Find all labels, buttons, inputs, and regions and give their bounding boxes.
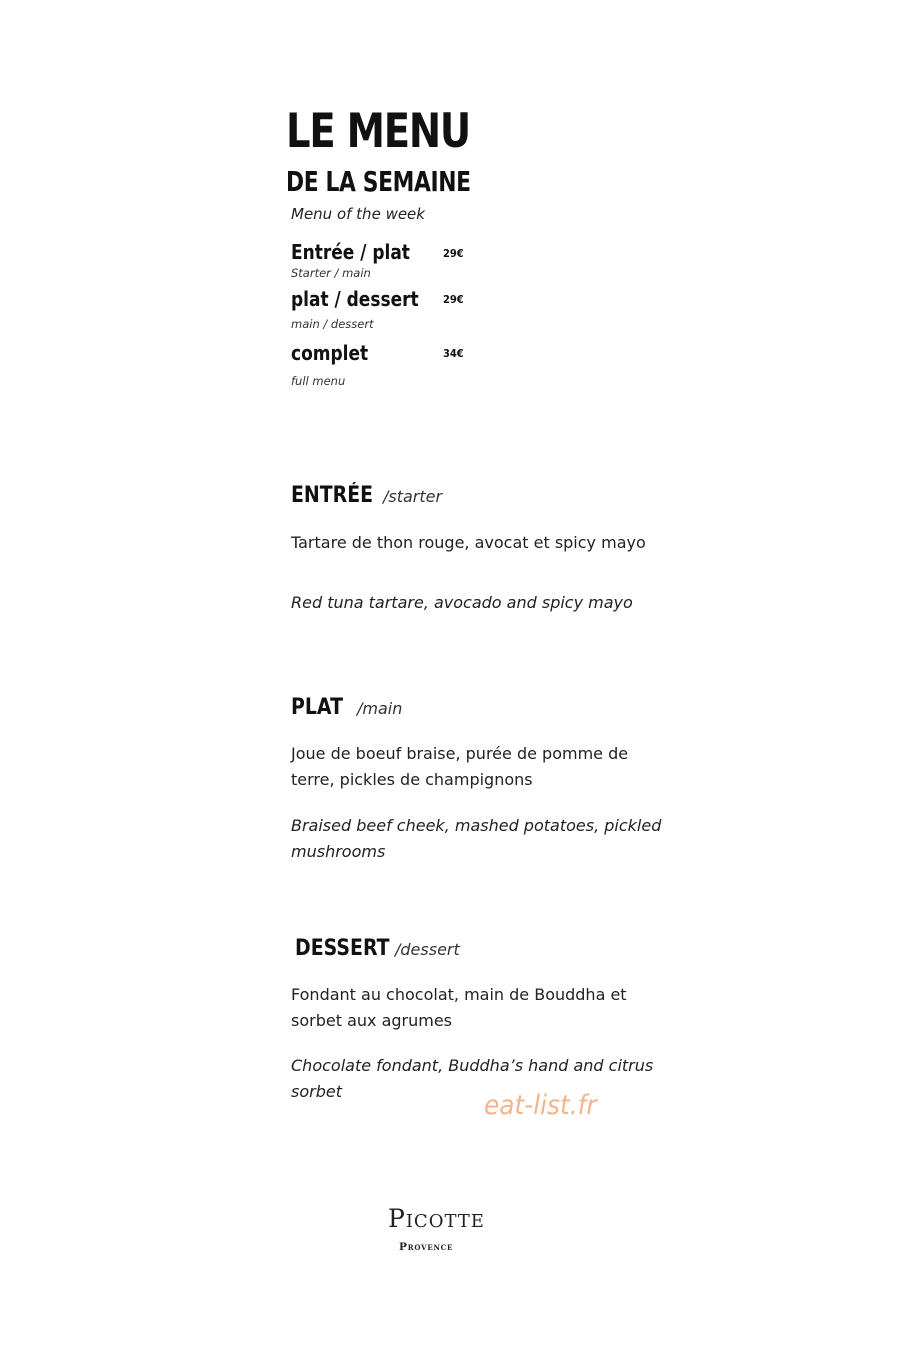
option-english-entree-plat: Starter / main [291, 266, 371, 280]
option-english-complet: full menu [291, 374, 346, 388]
option-english-plat-dessert: main / dessert [291, 317, 374, 331]
dish-description-fr-plat: Joue de boeuf braise, purée de pomme de terre, pickles de champignons [291, 744, 629, 789]
option-price-plat-dessert: 29€ [443, 293, 464, 306]
menu-subtitle-english: Menu of the week [291, 205, 425, 223]
menu-title: LE MENU [286, 104, 470, 159]
option-name-complet: complet [291, 341, 369, 365]
dish-description-en-dessert: Chocolate fondant, Buddha’s hand and citrus sorbet [291, 1056, 654, 1101]
restaurant-logo-region: Provence [399, 1241, 454, 1253]
option-price-entree-plat: 29€ [443, 247, 464, 260]
section-english-dessert: /dessert [395, 940, 460, 959]
option-price-complet: 34€ [443, 347, 464, 360]
section-title-dessert: DESSERT [295, 936, 390, 961]
option-name-entree-plat: Entrée / plat [291, 240, 410, 264]
section-title-plat: PLAT [291, 695, 344, 720]
dish-description-en-entree: Red tuna tartare, avocado and spicy mayo [291, 593, 633, 612]
dish-description-fr-entree: Tartare de thon rouge, avocat et spicy mayo [291, 533, 646, 552]
menu-subtitle: DE LA SEMAINE [286, 165, 471, 198]
restaurant-logo-name: Picotte [388, 1204, 485, 1233]
dish-description-en-plat: Braised beef cheek, mashed potatoes, pickled mushrooms [291, 816, 662, 861]
dish-description-fr-dessert: Fondant au chocolat, main de Bouddha et sorbet aux agrumes [291, 985, 627, 1030]
watermark: eat-list.fr [484, 1090, 597, 1121]
option-name-plat-dessert: plat / dessert [291, 287, 419, 311]
section-english-plat: /main [357, 699, 403, 718]
section-title-entree: ENTRÉE [291, 483, 374, 508]
section-english-entree: /starter [383, 487, 443, 506]
